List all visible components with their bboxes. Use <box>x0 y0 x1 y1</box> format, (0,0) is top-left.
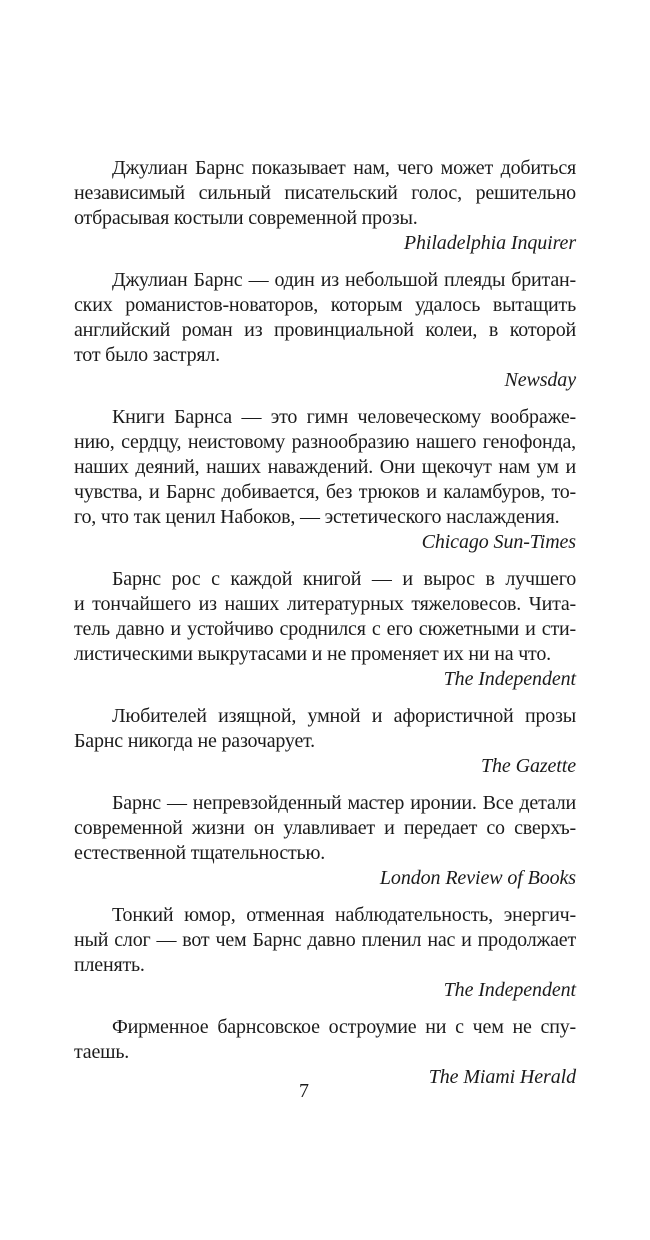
quote-line: Барнс рос с каждой книгой — и вырос в лучшего <box>112 568 576 590</box>
quote-line: Джулиан Барнс показывает нам, чего может добиться <box>112 157 576 179</box>
quote-line: го, что так ценил Набоков, — эстетического наслаждения. <box>74 506 560 528</box>
quote-line: Любителей изящной, умной и афористичной прозы <box>112 705 576 727</box>
quote-line: отбрасывая костыли современной прозы. <box>74 207 418 229</box>
quote-block <box>74 567 576 692</box>
quote-line: чувства, и Барнс добивается, без трюков и каламбуров, то- <box>74 481 576 503</box>
quote-source: Philadelphia Inquirer <box>403 232 576 254</box>
quote-line: Джулиан Барнс — один из небольшой плеяды британ- <box>112 269 576 291</box>
quote-line: Фирменное барнсовское остроумие ни с чем не спу- <box>112 1016 576 1038</box>
quote-line: тот было застрял. <box>74 344 220 366</box>
quote-line: естественной тщательностью. <box>74 842 325 864</box>
quote-source: The Independent <box>443 668 576 690</box>
quote-line: тель давно и устойчиво сроднился с его сюжетными и сти- <box>74 618 576 640</box>
quote-block <box>74 704 576 779</box>
quote-line: Книги Барнса — это гимн человеческому воображе- <box>112 406 576 428</box>
quote-line: Барнс никогда не разочарует. <box>74 730 315 752</box>
quote-source: The Independent <box>443 979 576 1001</box>
quote-source: The Miami Herald <box>428 1066 576 1088</box>
quote-line: листическими выкрутасами и не променяет их ни на что. <box>74 643 551 665</box>
quote-line: нию, сердцу, неистовому разнообразию нашего генофонда, <box>74 431 576 453</box>
quote-line: таешь. <box>74 1041 130 1063</box>
quote-block <box>74 791 576 891</box>
quote-line: Тонкий юмор, отменная наблюдательность, энергич- <box>112 904 576 926</box>
quote-line: пленять. <box>74 954 145 976</box>
quote-block <box>74 268 576 393</box>
quote-source: Newsday <box>504 369 576 391</box>
quote-source: London Review of Books <box>379 867 576 889</box>
quote-line: английский роман из провинциальной колеи, в которой <box>74 319 576 341</box>
quote-line: современной жизни он улавливает и передает со сверхъ- <box>74 817 576 839</box>
quote-source: The Gazette <box>481 755 576 777</box>
quote-line: наших деяний, наших наваждений. Они щекочут нам ум и <box>74 456 576 478</box>
quotes-container <box>74 156 576 1102</box>
quote-block <box>74 903 576 1003</box>
quote-line: ских романистов-новаторов, которым удалось вытащить <box>74 294 576 316</box>
page-number: 7 <box>299 1080 309 1102</box>
quote-block <box>74 156 576 256</box>
quote-source: Chicago Sun-Times <box>421 531 576 553</box>
quote-line: и тончайшего из наших литературных тяжеловесов. Чита- <box>74 593 576 615</box>
quote-line: Барнс — непревзойденный мастер иронии. Все детали <box>112 792 576 814</box>
quote-block <box>74 405 576 555</box>
quote-line: ный слог — вот чем Барнс давно пленил нас и продолжает <box>74 929 576 951</box>
quote-line: независимый сильный писательский голос, решительно <box>74 182 576 204</box>
